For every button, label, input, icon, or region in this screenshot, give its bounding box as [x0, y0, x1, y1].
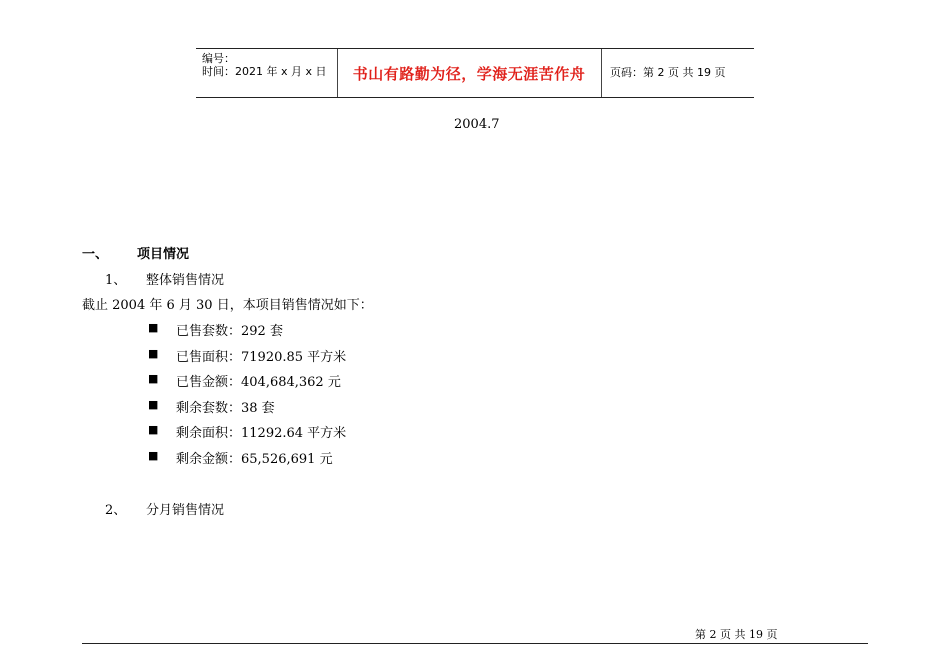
bullet-square-icon: ■ — [148, 347, 159, 360]
header-page-cell — [602, 49, 754, 97]
footer-rule — [82, 643, 868, 644]
intro-paragraph: 截止 2004 年 6 月 30 日，本项目销售情况如下： — [82, 298, 373, 313]
subsection-number: 2、 — [105, 503, 127, 518]
header-page-info: 页码：第 2 页 共 19 页 — [610, 66, 726, 79]
number-label: 编号： — [202, 52, 235, 65]
section-title: 项目情况 — [137, 247, 190, 262]
header-motto: 书山有路勤为径，学海无涯苦作舟 — [352, 64, 586, 83]
page-footer: 第 2 页 共 19 页 — [695, 628, 778, 641]
bullet-square-icon: ■ — [148, 372, 159, 385]
header-motto-cell — [337, 49, 602, 97]
bullet-square-icon: ■ — [148, 423, 159, 436]
bullet-text: 剩余金额：65,526,691 元 — [176, 452, 333, 467]
time-label: 时间：2021 年 x 月 x 日 — [202, 65, 327, 78]
subsection-number: 1、 — [105, 273, 127, 288]
bullet-text: 已售套数：292 套 — [176, 324, 283, 339]
bullet-text: 已售金额：404,684,362 元 — [176, 375, 341, 390]
bullet-text: 剩余面积：11292.64 平方米 — [176, 426, 347, 441]
bullet-text: 剩余套数：38 套 — [176, 401, 275, 416]
bullet-text: 已售面积：71920.85 平方米 — [176, 350, 347, 365]
bullet-square-icon: ■ — [148, 398, 159, 411]
document-header — [196, 48, 754, 98]
date-line: 2004.7 — [454, 117, 500, 132]
bullet-square-icon: ■ — [148, 321, 159, 334]
subsection-title: 分月销售情况 — [146, 503, 225, 518]
header-meta-cell — [196, 49, 338, 97]
bullet-square-icon: ■ — [148, 449, 159, 462]
section-number: 一、 — [82, 247, 109, 262]
subsection-title: 整体销售情况 — [146, 273, 225, 288]
